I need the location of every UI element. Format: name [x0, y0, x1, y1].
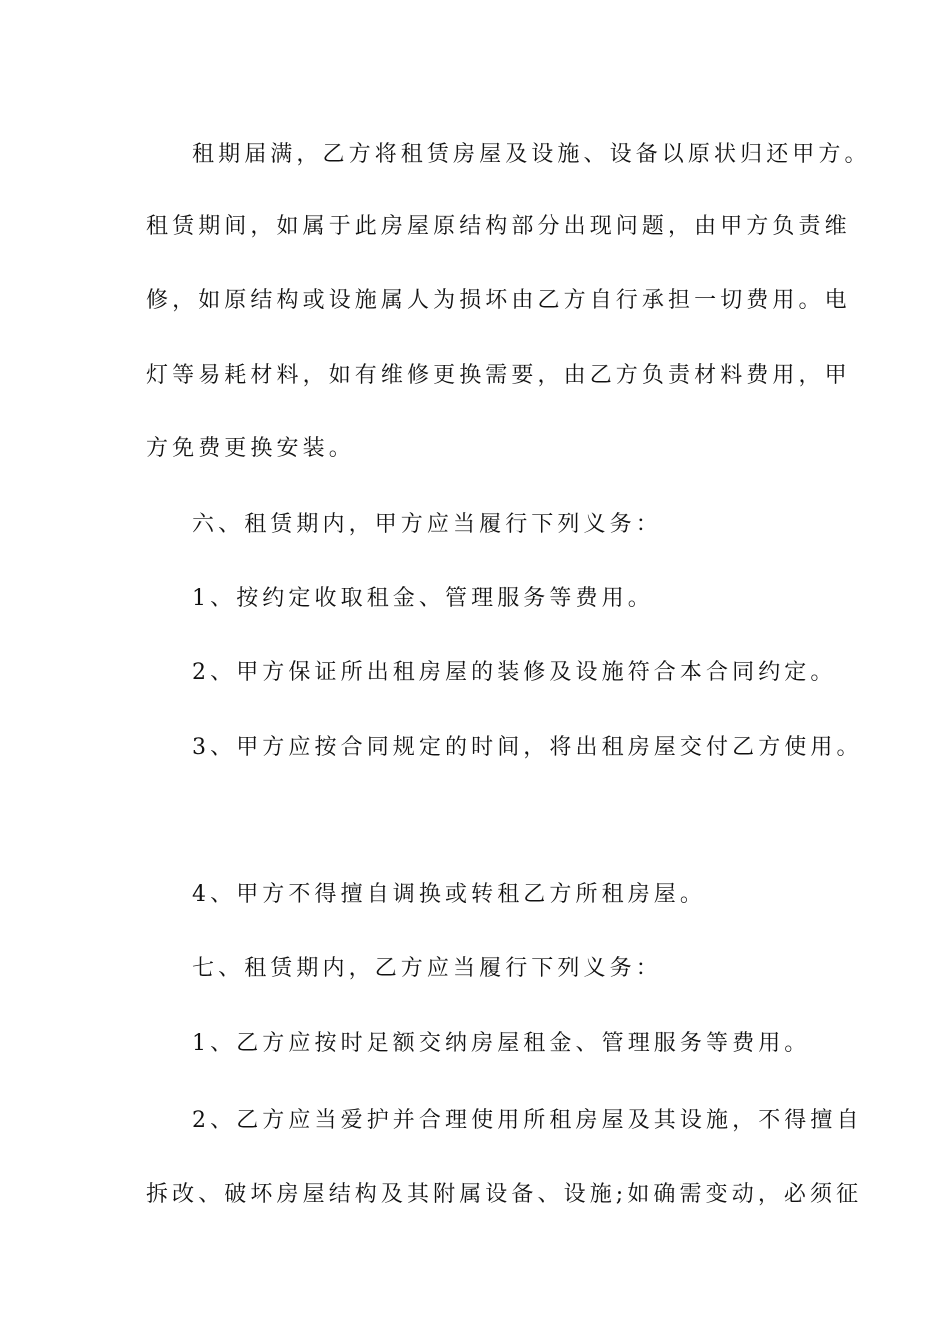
- list-item-six-4: 4、甲方不得擅自调换或转租乙方所租房屋。: [192, 882, 706, 907]
- text-line-4: 灯等易耗材料，如有维修更换需要，由乙方负责材料费用，甲: [146, 363, 851, 388]
- list-item-six-3: 3、甲方应按合同规定的时间，将出租房屋交付乙方使用。: [192, 735, 863, 760]
- text-line-5: 方免费更换安装。: [146, 436, 355, 461]
- text-line-3: 修，如原结构或设施属人为损坏由乙方自行承担一切费用。电: [146, 288, 851, 313]
- list-item-seven-1: 1、乙方应按时足额交纳房屋租金、管理服务等费用。: [192, 1031, 811, 1056]
- list-item-seven-2: 2、乙方应当爱护并合理使用所租房屋及其设施，不得擅自: [192, 1108, 863, 1133]
- list-item-six-1: 1、按约定收取租金、管理服务等费用。: [192, 586, 654, 611]
- text-line-14: 拆改、破坏房屋结构及其附属设备、设施;如确需变动，必须征: [146, 1182, 863, 1207]
- text-line-1: 租期届满，乙方将租赁房屋及设施、设备以原状归还甲方。: [192, 142, 871, 167]
- list-item-six-2: 2、甲方保证所出租房屋的装修及设施符合本合同约定。: [192, 660, 837, 685]
- text-line-2: 租赁期间，如属于此房屋原结构部分出现问题，由甲方负责维: [146, 214, 851, 239]
- section-heading-six: 六、租赁期内，甲方应当履行下列义务：: [192, 512, 662, 537]
- section-heading-seven: 七、租赁期内，乙方应当履行下列义务：: [192, 956, 662, 981]
